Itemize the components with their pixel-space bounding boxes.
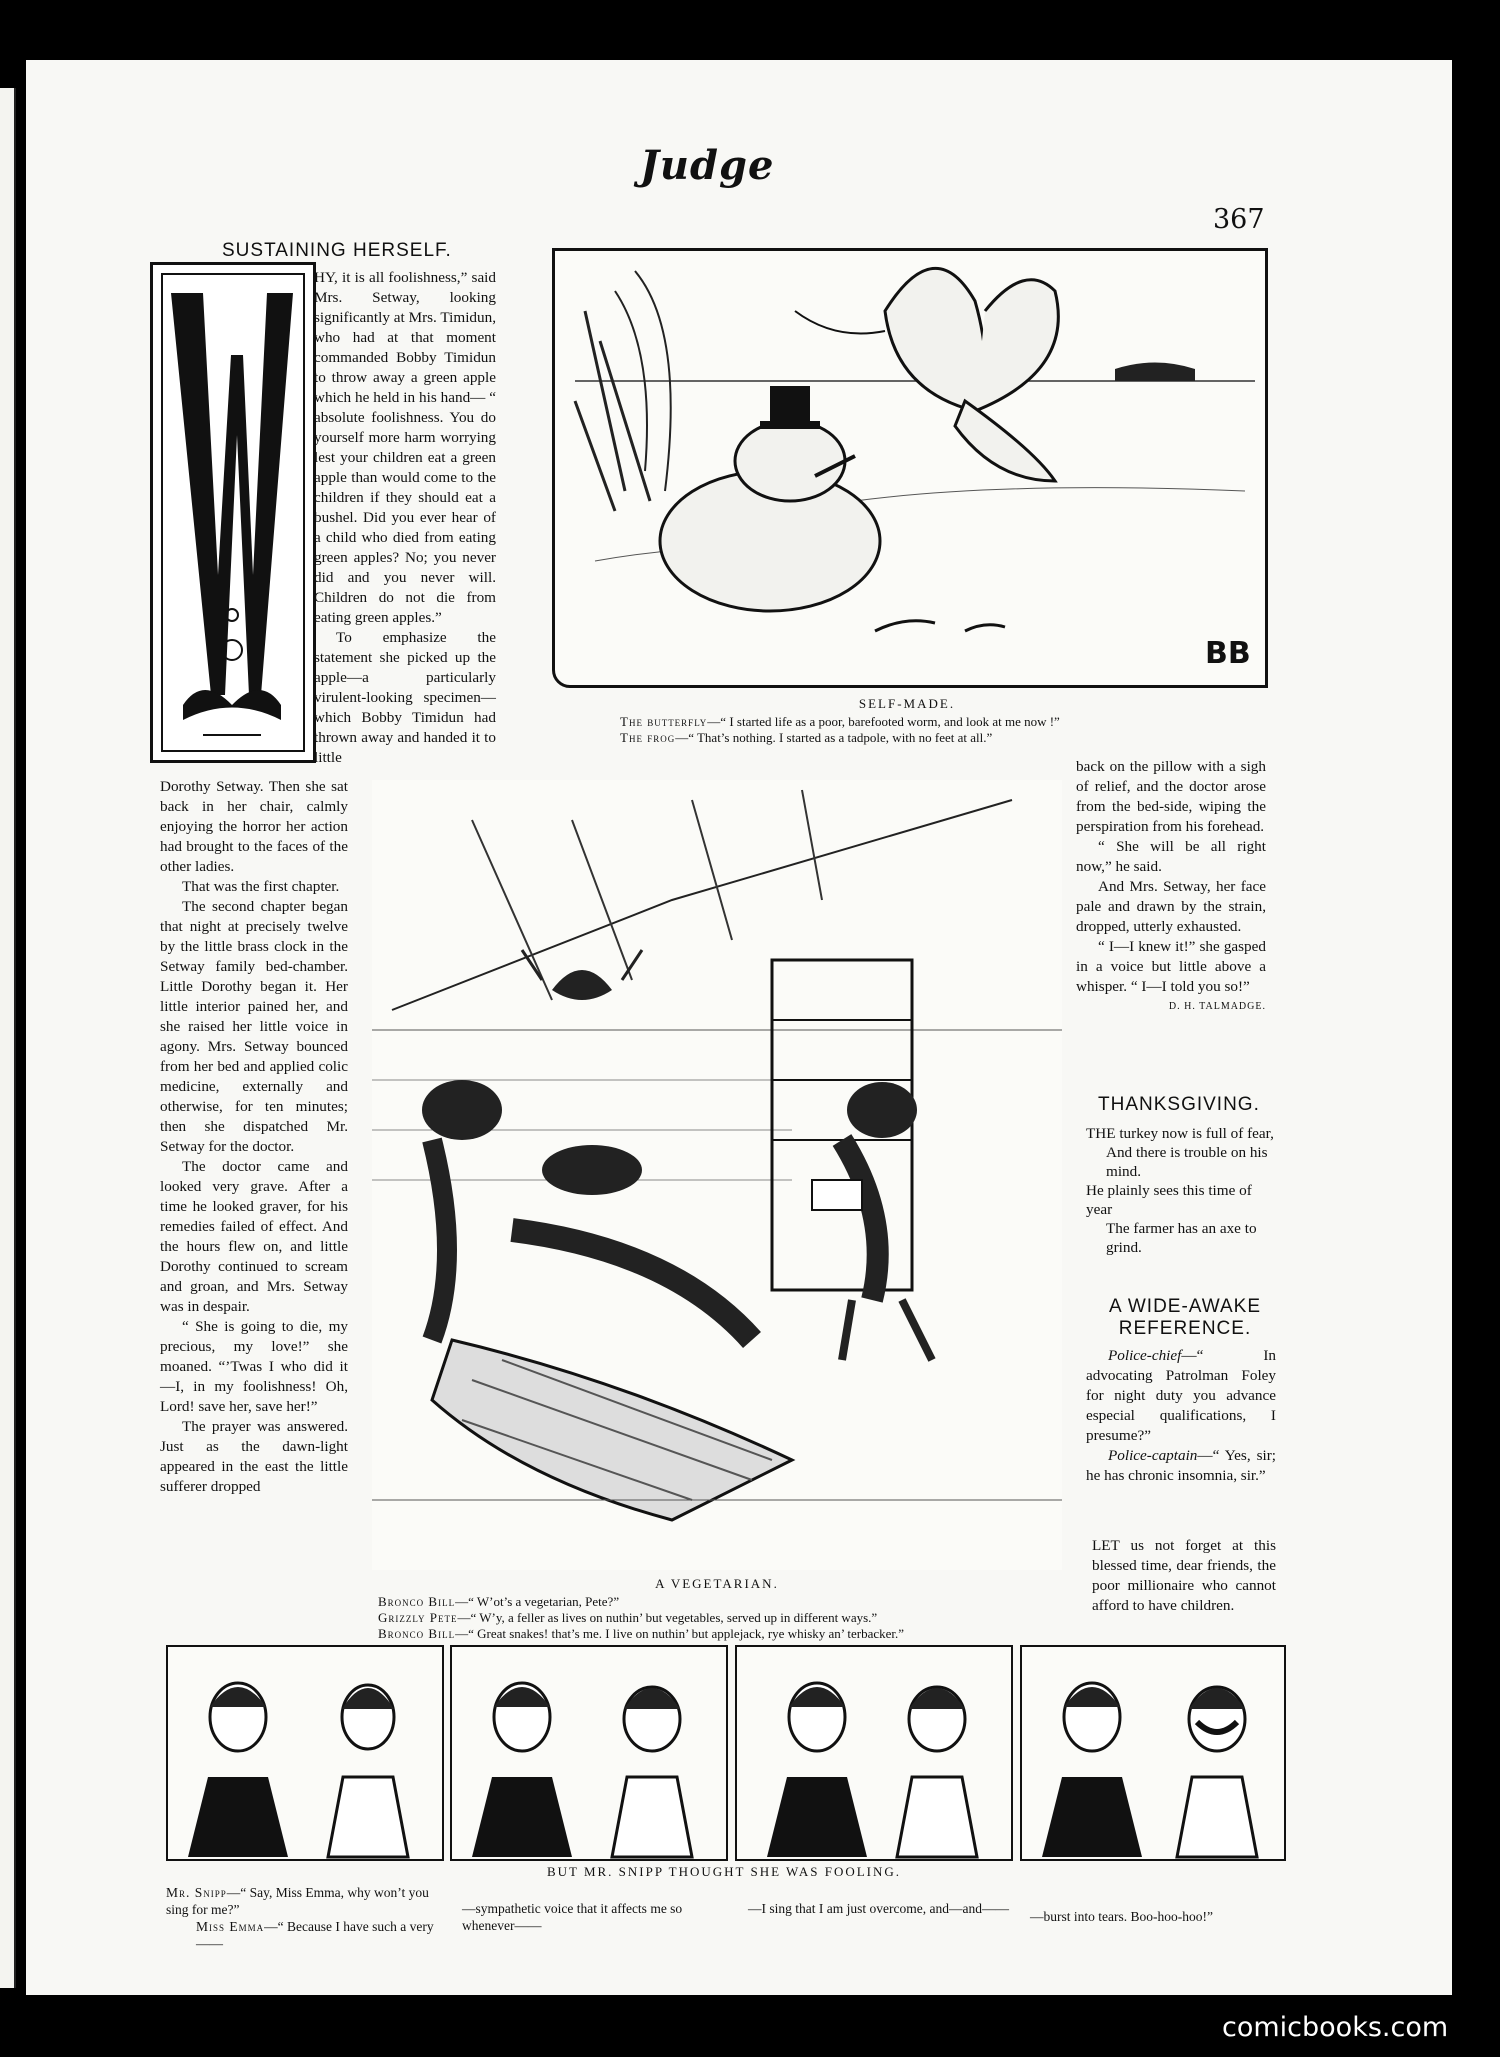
story-paragraph-2-cont: Dorothy Setway. Then she sat back in her chair, calmly enjoying the horror her action had brought to the faces of the other ladies.	[160, 778, 348, 875]
self-made-caption	[620, 714, 1260, 746]
story-paragraph-7: The prayer was answered. Just as the dawn-light appeared in the east the little sufferer dropped	[160, 1418, 348, 1495]
story-paragraph-6: “ She is going to die, my precious, my love!” she moaned. “’Twas I who did it—I, in my foolishness! Oh, Lord! save her, save her!”	[160, 1318, 348, 1415]
story-paragraph-10: And Mrs. Setway, her face pale and drawn by the strain, dropped, utterly exhausted.	[1076, 878, 1266, 935]
strip-caption-1	[166, 1884, 440, 1952]
strip-panel-3-drawing	[737, 1647, 1011, 1859]
caption-line: —“ Great snakes! that’s me. I live on nuthin’ but applejack, rye whisky an’ terbacker.”	[455, 1626, 905, 1641]
caption-speaker: Bronco Bill	[378, 1626, 456, 1641]
strip-line: —“ Because I have such a very——	[196, 1919, 434, 1951]
joke-speaker: Police-captain	[1108, 1447, 1198, 1464]
story-paragraph-2: To emphasize the statement she picked up the apple—a particularly virulent-looking specimen—which Bobby Timidun had thrown away and handed it to little	[314, 629, 496, 766]
strip-panel-1	[166, 1645, 444, 1861]
joke-speaker: Police-chief	[1108, 1347, 1182, 1364]
story-paragraph-11: “ I—I knew it!” she gasped in a voice but little above a whisper. “ I—I told you so!”	[1076, 938, 1266, 995]
strip-panel-1-drawing	[168, 1647, 442, 1859]
story-paragraph-3: That was the first chapter.	[182, 878, 340, 895]
caption-speaker: The frog	[620, 730, 676, 745]
poem-title: THANKSGIVING.	[1098, 1094, 1260, 1115]
story-column-narrow	[314, 268, 496, 768]
story-paragraph-1: HY, it is all foolishness,” said Mrs. Setway, looking significantly at Mrs. Timidun, who had at that moment commanded Bobby Timidun to throw away a green apple which he held in his hand— “ absolute foolishness. You do yourself more harm worrying lest your children eat a green apple than would come to the children if they should eat a bushel. Did you ever hear of a child who died from eating green apples? No; you never did and you never will. Children do not die from eating green apples.”	[314, 269, 496, 626]
strip-panel-2	[450, 1645, 728, 1861]
joke-title: A WIDE-AWAKE REFERENCE.	[1108, 1296, 1262, 1339]
strip-line: —“ Say, Miss Emma, why won’t you sing for me?”	[166, 1885, 429, 1917]
story-paragraph-5: The doctor came and looked very grave. After a time he looked graver, for his remedies failed of effect. And the hours flew on, and little Dorothy continued to scream and groan, and Mrs. Setway was in despair.	[160, 1158, 348, 1315]
poem-line-1: THE turkey now is full of fear,	[1086, 1125, 1274, 1142]
poem-line-4: The farmer has an axe to grind.	[1106, 1220, 1257, 1256]
caption-speaker: Grizzly Pete	[378, 1610, 458, 1625]
strip-speaker: Miss Emma	[196, 1919, 265, 1934]
strip-panel-4	[1020, 1645, 1286, 1861]
story-column-right	[1076, 757, 1266, 1017]
masthead: Judge	[640, 142, 775, 189]
strip-caption-2: —sympathetic voice that it affects me so whenever——	[462, 1901, 683, 1933]
joke-line: —“ Yes, sir; he has chronic insomnia, sir.”	[1086, 1447, 1276, 1484]
adjacent-page-edge	[0, 88, 16, 1988]
decorative-w-glyph	[163, 275, 301, 748]
caption-line: —“ That’s nothing. I started as a tadpole, with no feet at all.”	[675, 730, 993, 745]
vegetarian-caption	[378, 1594, 1078, 1642]
poem-line-3: He plainly sees this time of year	[1086, 1182, 1252, 1218]
story-paragraph-4: The second chapter began that night at precisely twelve by the little brass clock in the Setway family bed-chamber. Little Dorothy began it. Her little interior pained her, and she raised her little voice in agony. Mrs. Setway bounced from her bed and applied colic medicine, externally and otherwise, for ten minutes; then she dispatched Mr. Setway for the doctor.	[160, 898, 348, 1155]
story-author: D. H. TALMADGE.	[1168, 1001, 1266, 1012]
watermark: comicbooks.com	[1222, 2012, 1449, 2043]
artist-monogram: BB	[1205, 636, 1251, 671]
story-title: SUSTAINING HERSELF.	[222, 240, 452, 261]
vegetarian-caption-title: A VEGETARIAN.	[655, 1576, 779, 1591]
self-made-caption-title: SELF-MADE.	[858, 696, 956, 711]
strip-caption-3: —I sing that I am just overcome, and—and——	[748, 1901, 1009, 1916]
drop-cap-w	[150, 262, 316, 763]
caption-speaker: Bronco Bill	[378, 1594, 456, 1609]
strip-speaker: Mr. Snipp	[166, 1885, 227, 1900]
caption-line: —“ W’ot’s a vegetarian, Pete?”	[455, 1594, 620, 1609]
joke-line: —“ In advocating Patrolman Foley for night duty you advance especial qualifications, I presume?”	[1086, 1347, 1276, 1444]
story-column-left	[160, 777, 348, 1497]
self-made-illustration	[552, 248, 1268, 688]
frog-butterfly-drawing	[555, 251, 1265, 685]
poem-line-2: And there is trouble on his mind.	[1106, 1144, 1268, 1180]
caption-line: —“ W’y, a feller as lives on nuthin’ but vegetables, served up in different ways.”	[457, 1610, 878, 1625]
page-number: 367	[1213, 204, 1265, 235]
cabin-scene-drawing	[372, 780, 1062, 1570]
poem-body	[1086, 1124, 1276, 1257]
caption-line: —“ I started life as a poor, barefooted worm, and look at me now !”	[707, 714, 1060, 729]
caption-speaker: The butterfly	[620, 714, 708, 729]
joke-body	[1086, 1346, 1276, 1486]
strip-panel-2-drawing	[452, 1647, 726, 1859]
story-paragraph-9: “ She will be all right now,” he said.	[1076, 838, 1266, 875]
strip-panel-4-drawing	[1022, 1647, 1284, 1859]
story-paragraph-8: back on the pillow with a sigh of relief, and the doctor arose from the bed-side, wiping the perspiration from his forehead.	[1076, 758, 1266, 835]
strip-panel-3	[735, 1645, 1013, 1861]
strip-caption-4: —burst into tears. Boo-hoo-hoo!”	[1030, 1909, 1213, 1924]
closing-paragraph: LET us not forget at this blessed time, dear friends, the poor millionaire who cannot afford to have children.	[1092, 1537, 1276, 1614]
vegetarian-illustration	[372, 780, 1062, 1570]
strip-title: BUT MR. SNIPP THOUGHT SHE WAS FOOLING.	[546, 1864, 902, 1879]
